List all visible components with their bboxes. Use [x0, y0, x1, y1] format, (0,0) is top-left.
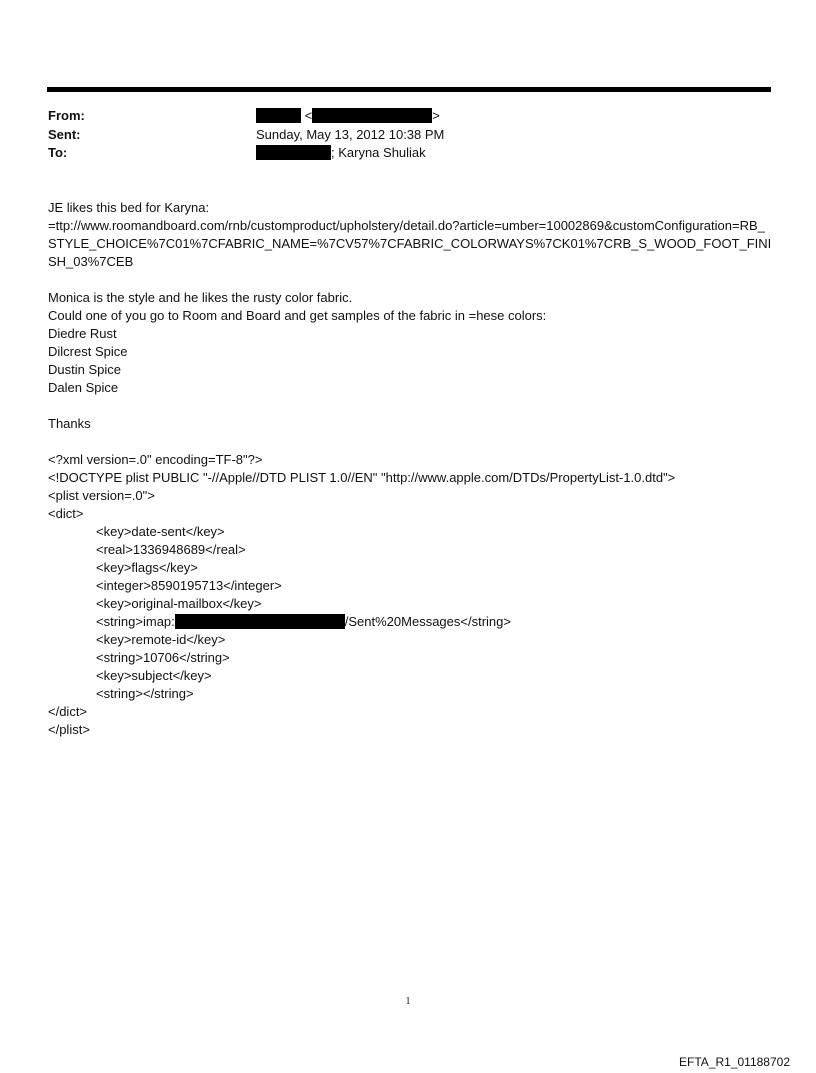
- mailbox-suffix: /Sent%20Messages</string>: [344, 614, 511, 629]
- plist-block: [48, 451, 773, 739]
- redaction-block: [175, 614, 345, 629]
- to-value: [256, 144, 426, 163]
- to-label: To:: [48, 145, 68, 160]
- xml-line-mailbox: [48, 613, 773, 631]
- intro-line: JE likes this bed for Karyna:: [48, 200, 210, 215]
- redaction-block: [312, 108, 432, 123]
- to-recipient: ; Karyna Shuliak: [331, 145, 426, 160]
- xml-line: <key>remote-id</key>: [96, 632, 226, 647]
- xml-line: <string></string>: [96, 686, 194, 701]
- xml-doctype: <!DOCTYPE plist PUBLIC "-//Apple//DTD PLIST 1.0//EN" "http://www.apple.com/DTDs/PropertyList-1.0.dtd">: [48, 470, 676, 485]
- color-item: Diedre Rust: [48, 326, 117, 341]
- xml-line: <key>date-sent</key>: [96, 524, 225, 539]
- page-number: 1: [405, 996, 411, 1007]
- color-item: Dustin Spice: [48, 362, 121, 377]
- color-item: Dalen Spice: [48, 380, 119, 395]
- from-value: [256, 107, 440, 126]
- redaction-block: [256, 145, 331, 160]
- from-gt: >: [432, 108, 440, 123]
- product-url: =ttp://www.roomandboard.com/rnb/customproduct/upholstery/detail.do?article=umber=10002869&customConfiguration=RB_STYLE_CHOICE%7C01%7CFABRIC_NAME=%7CV57%7CFABRIC_COLORWAYS%7CK01%7CRB_S_WOOD_FOOT_FINISH_03%7CEB: [48, 218, 772, 269]
- xml-line: <string>10706</string>: [96, 650, 230, 665]
- email-body: [48, 199, 773, 739]
- style-line: Monica is the style and he likes the rusty color fabric.: [48, 290, 353, 305]
- xml-decl: <?xml version=.0" encoding=TF-8"?>: [48, 452, 263, 467]
- color-item: Dilcrest Spice: [48, 344, 128, 359]
- thanks-line: Thanks: [48, 416, 91, 431]
- from-lt: <: [304, 108, 313, 123]
- plist-open: <plist version=.0">: [48, 488, 155, 503]
- mailbox-prefix: <string>imap:: [96, 614, 175, 629]
- from-label: From:: [48, 108, 85, 123]
- sent-label: Sent:: [48, 126, 81, 142]
- sent-value: Sunday, May 13, 2012 10:38 PM: [256, 126, 445, 142]
- xml-line: <key>original-mailbox</key>: [96, 596, 262, 611]
- xml-line: <key>flags</key>: [96, 560, 198, 575]
- document-id: EFTA_R1_01188702: [679, 1055, 790, 1069]
- xml-line: <key>subject</key>: [96, 668, 212, 683]
- header-rule: [47, 87, 771, 92]
- xml-line: <integer>8590195713</integer>: [96, 578, 282, 593]
- plist-close: </plist>: [48, 722, 90, 737]
- redaction-block: [256, 108, 301, 123]
- dict-open: <dict>: [48, 506, 84, 521]
- request-line: Could one of you go to Room and Board and get samples of the fabric in =hese colors:: [48, 308, 547, 323]
- dict-close: </dict>: [48, 704, 88, 719]
- xml-line: <real>1336948689</real>: [96, 542, 246, 557]
